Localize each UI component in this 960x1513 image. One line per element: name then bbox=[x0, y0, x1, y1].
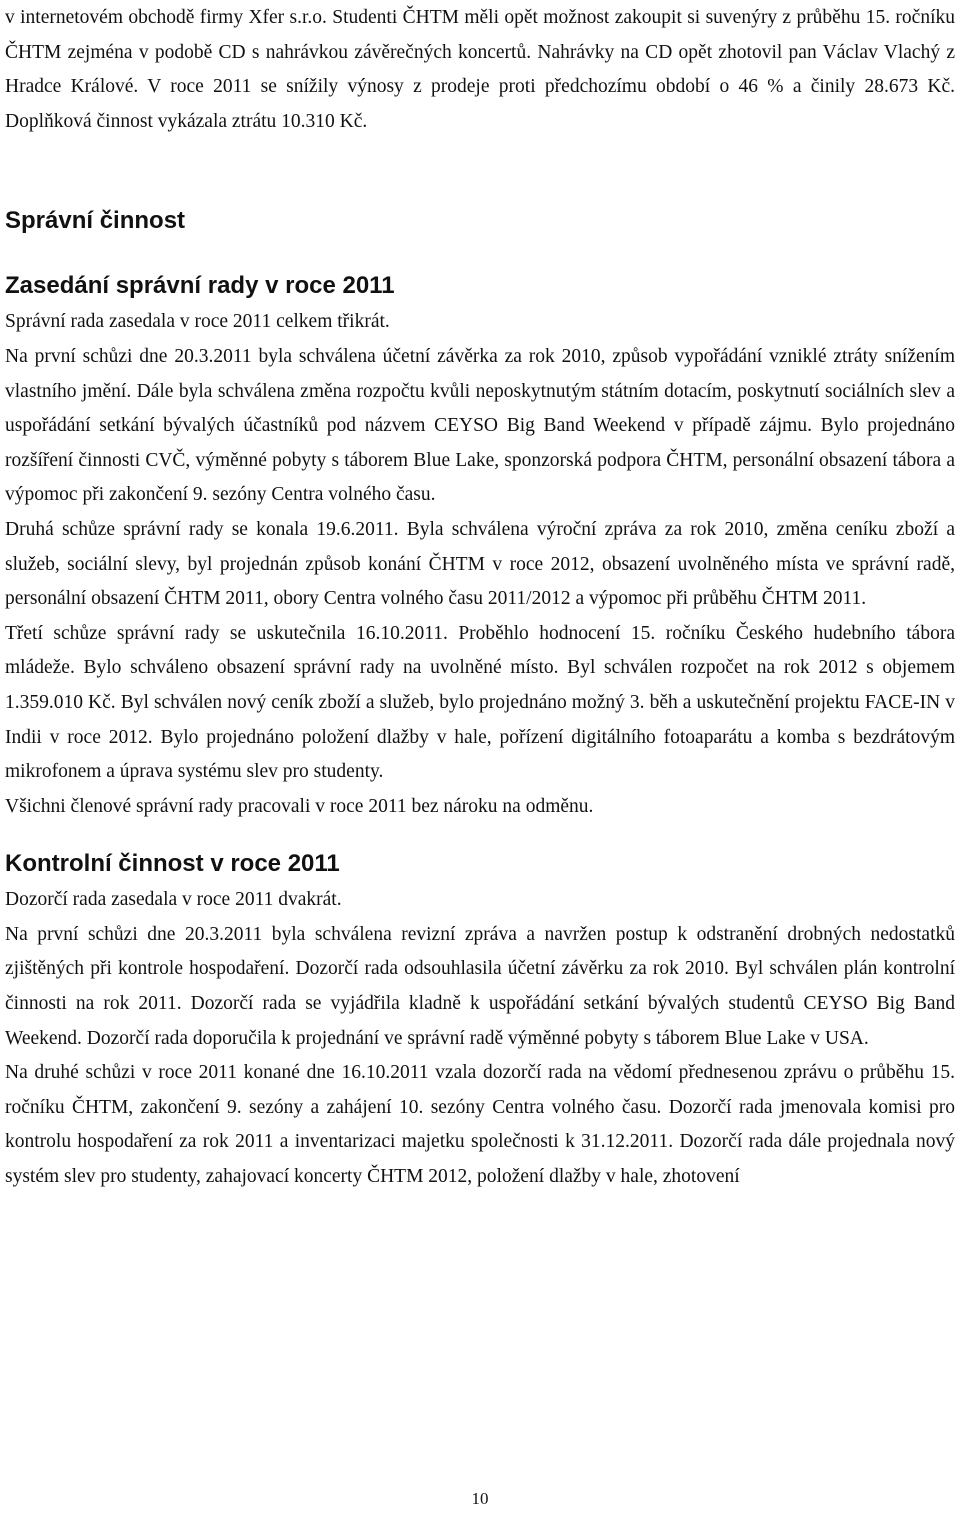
intro-paragraph: v internetovém obchodě firmy Xfer s.r.o. Studenti ČHTM měli opět možnost zakoupit si suvenýry z průběhu 15. ročníku ČHTM zejména v podobě CD s nahrávkou závěrečných koncertů. Nahrávky na CD opět zhotovil pan Václav Vlachý z Hradce Králové. V roce 2011 se snížily výnosy z prodeje proti předchozímu období o 46 % a činily 28.673 Kč. Doplňková činnost vykázala ztrátu 10.310 Kč. bbox=[5, 7, 955, 132]
admin-paragraph-2: Na první schůzi dne 20.3.2011 byla schválena účetní závěrka za rok 2010, způsob vypořádání vzniklé ztráty snížením vlastního jmění. Dále byla schválena změna rozpočtu kvůli neposkytnutým státním dotacím, poskytnutí sociálních slev a uspořádání setkání bývalých účastníků pod názvem CEYSO Big Band Weekend v případě zájmu. Bylo projednáno rozšíření činnosti CVČ, výměnné pobyty s táborem Blue Lake, sponzorská podpora ČHTM, personální obsazení tábora a výpomoc při zakončení 9. sezóny Centra volného času. bbox=[5, 345, 955, 506]
admin-paragraph-4: Třetí schůze správní rady se uskutečnila 16.10.2011. Proběhlo hodnocení 15. ročníku Českého hudebního tábora mládeže. Bylo schváleno obsazení správní rady na uvolněné místo. Byl schválen rozpočet na rok 2012 s objemem 1.359.010 Kč. Byl schválen nový ceník zboží a služeb, bylo projednáno možný 3. běh a uskutečnění projektu FACE-IN v Indii v roce 2012. Bylo projednáno položení dlažby v hale, pořízení digitálního fotoaparátu a komba s bezdrátovým mikrofonem a úprava systému slev pro studenty. bbox=[5, 622, 955, 783]
subsection-title-meetings: Zasedání správní rady v roce 2011 bbox=[5, 272, 395, 300]
admin-paragraph-1: Správní rada zasedala v roce 2011 celkem třikrát. bbox=[5, 311, 390, 333]
section-title-control: Kontrolní činnost v roce 2011 bbox=[5, 850, 340, 878]
page-number: 10 bbox=[471, 1489, 489, 1508]
admin-paragraph-5: Všichni členové správní rady pracovali v roce 2011 bez nároku na odměnu. bbox=[5, 795, 594, 817]
control-paragraph-1: Dozorčí rada zasedala v roce 2011 dvakrát. bbox=[5, 889, 342, 911]
control-paragraph-3: Na druhé schůzi v roce 2011 konané dne 16.10.2011 vzala dozorčí rada na vědomí přednesenou zprávu o průběhu 15. ročníku ČHTM, zakončení 9. sezóny a zahájení 10. sezóny Centra volného času. Dozorčí rada jmenovala komisi pro kontrolu hospodaření za rok 2011 a inventarizaci majetku společnosti k 31.12.2011. Dozorčí rada dále projednala nový systém slev pro studenty, zahajovací koncerty ČHTM 2012, položení dlažby v hale, zhotovení bbox=[5, 1062, 955, 1188]
section-title-admin: Správní činnost bbox=[5, 207, 186, 235]
admin-paragraph-3: Druhá schůze správní rady se konala 19.6.2011. Byla schválena výroční zpráva za rok 2010, změna ceníku zboží a služeb, sociální slevy, byl projednán způsob konání ČHTM v roce 2012, obsazení uvolněného místa ve správní radě, personální obsazení ČHTM 2011, obory Centra volného času 2011/2012 a výpomoc při průběhu ČHTM 2011. bbox=[5, 518, 955, 610]
control-paragraph-2: Na první schůzi dne 20.3.2011 byla schválena revizní zpráva a navržen postup k odstranění drobných nedostatků zjištěných při kontrole hospodaření. Dozorčí rada odsouhlasila účetní závěrku za rok 2010. Byl schválen plán kontrolní činnosti na rok 2011. Dozorčí rada se vyjádřila kladně k uspořádání setkání bývalých studentů CEYSO Big Band Weekend. Dozorčí rada doporučila k projednání ve správní radě výměnné pobyty s táborem Blue Lake v USA. bbox=[5, 923, 955, 1049]
document-page bbox=[5, 0, 955, 1195]
